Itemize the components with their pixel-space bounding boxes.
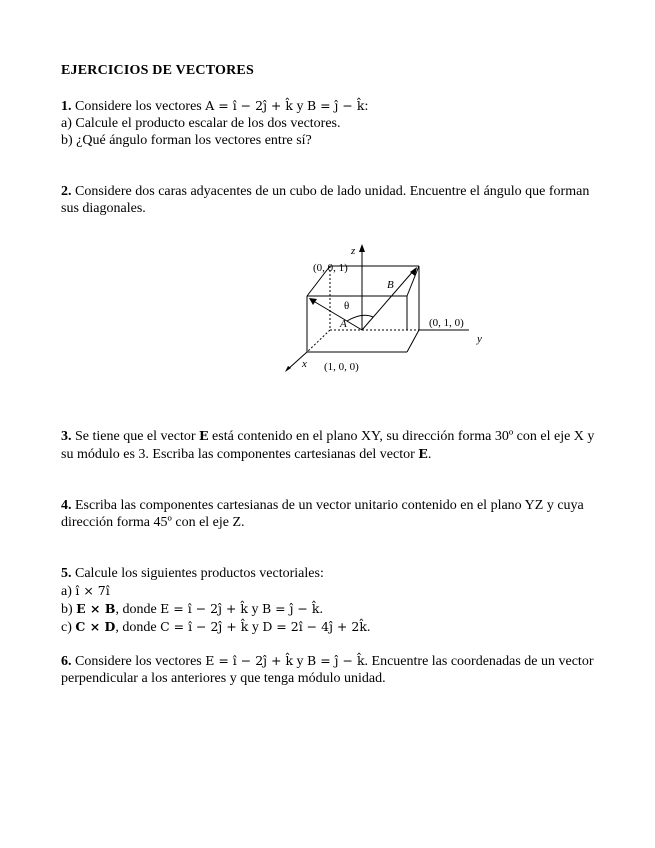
conjunction: y [296,99,304,114]
point-010-label: (0, 1, 0) [429,317,464,329]
exercise-text: Calcule los siguientes productos vectoriales: [75,566,324,581]
vector-A-arrowhead [309,298,317,305]
exercise-2 [61,183,601,217]
connector-text: , donde [115,620,157,635]
period: . [319,602,323,617]
exercise-1-part-b: b) ¿Qué ángulo forman los vectores entre sí? [61,133,312,148]
vector-B-expression: B = ĵ − k̂ [261,601,320,616]
exercise-1-statement [61,97,601,115]
conjunction: y [251,602,259,617]
theta-arc [347,315,373,321]
z-axis-label: z [351,245,356,257]
vector-D-expression: D = 2î − 4ĵ + 2k̂ [262,619,367,634]
period: . [366,620,371,635]
connector-text: , donde [115,602,157,617]
vector-A-label: A [340,318,347,330]
vector-C-expression: C = î − 2ĵ + k̂ [160,619,249,634]
exercise-text: . Encuentre las coordenadas de un vector perpendicular a los anteriores y que tenga módulo unidad. [61,654,594,686]
cross-product-expression: E × B [76,601,116,616]
vector-E-symbol: E [418,446,428,461]
exercise-1 [61,97,601,149]
period: . [427,447,432,462]
y-axis-label: y [477,333,482,345]
exercise-number: 4. [61,498,72,513]
exercise-number: 6. [61,654,72,669]
exercise-number: 2. [61,184,72,199]
vector-A-expression: A = î − 2ĵ + k̂ [205,98,293,113]
cube-edge [407,330,419,352]
vector-A-line [310,299,362,330]
exercise-number: 5. [61,566,72,581]
exercise-5-part-c [61,618,601,636]
part-label: b) [61,602,73,617]
exercise-text: Escriba las componentes cartesianas de un vector unitario contenido en el plano YZ y cuya dirección forma 45º con el eje Z. [61,498,584,530]
cross-product-expression: î × 7î [75,583,110,598]
exercise-4 [61,497,601,531]
cube-figure [247,242,482,377]
exercise-text: Considere los vectores [75,654,202,669]
exercise-text: Considere los vectores [75,99,202,114]
vector-B-expression: B = ĵ − k̂ [306,98,365,113]
cross-product-expression: C × D [75,619,116,634]
exercise-number: 1. [61,99,72,114]
z-axis-arrowhead [359,244,365,252]
vector-E-expression: E = î − 2ĵ + k̂ [205,653,294,668]
exercise-1-part-a: a) Calcule el producto escalar de los dos vectores. [61,116,341,131]
conjunction: y [251,620,259,635]
vector-B-label: B [387,279,394,291]
vector-E-symbol: E [199,428,209,443]
exercise-5-part-b [61,600,601,618]
exercise-5-part-a [61,582,601,600]
part-label: a) [61,584,72,599]
conjunction: y [296,654,304,669]
cube-hidden-edge [307,330,330,352]
exercise-text: está contenido en el plano XY, su dirección forma 30º con el eje X y su módulo es 3. Escriba las componentes cartesianas del vector [61,429,595,462]
exercise-6 [61,652,601,687]
vector-E-expression: E = î − 2ĵ + k̂ [160,601,248,616]
vector-B-expression: B = ĵ − k̂ [307,653,365,668]
document-title: EJERCICIOS DE VECTORES [61,63,254,78]
exercise-text: Se tiene que el vector [75,429,196,444]
theta-label: θ [344,300,350,312]
exercise-3 [61,427,601,463]
exercise-text: Considere dos caras adyacentes de un cubo de lado unidad. Encuentre el ángulo que forman sus diagonales. [61,184,590,216]
exercise-number: 3. [61,429,72,444]
colon: : [364,99,369,114]
exercise-5 [61,565,601,636]
point-001-label: (0, 0, 1) [313,262,348,274]
point-100-label: (1, 0, 0) [324,361,359,373]
x-axis-label: x [302,358,307,370]
part-label: c) [61,620,72,635]
cube-diagram [247,242,482,377]
